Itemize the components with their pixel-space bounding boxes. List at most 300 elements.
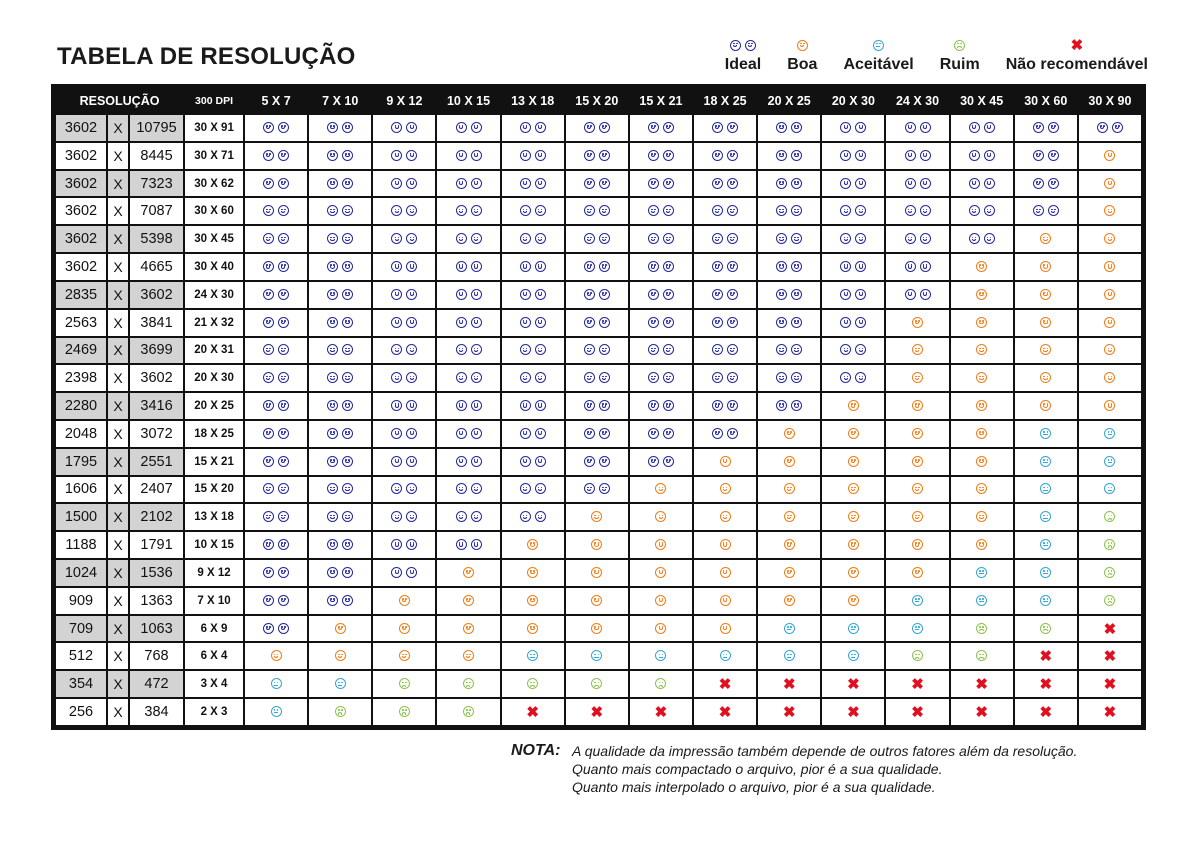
- rating-cell: [309, 365, 371, 391]
- rating-cell: [951, 532, 1013, 558]
- max-print-size: 30 X 60: [185, 198, 243, 224]
- smiley-face-icon: [584, 178, 595, 189]
- rating-cell: [309, 421, 371, 447]
- max-print-size: 24 X 30: [185, 282, 243, 308]
- rating-B: [1040, 344, 1051, 355]
- smiley-face-icon: [391, 178, 402, 189]
- rating-I: [520, 372, 546, 383]
- smiley-face-icon: [599, 400, 610, 411]
- rating-I: [712, 289, 738, 300]
- smiley-face-icon: [327, 595, 338, 606]
- smiley-face-icon: [727, 317, 738, 328]
- rating-cell: [822, 532, 884, 558]
- smiley-face-icon: [342, 289, 353, 300]
- max-print-size: 30 X 91: [185, 115, 243, 141]
- rating-cell: [245, 504, 307, 530]
- smiley-face-icon: [599, 233, 610, 244]
- rating-I: [905, 289, 931, 300]
- rating-I: [712, 400, 738, 411]
- smiley-face-icon: [327, 317, 338, 328]
- rating-A: [271, 706, 282, 717]
- header-print-size: 30 X 90: [1079, 89, 1141, 113]
- smiley-face-icon: [791, 178, 802, 189]
- rating-cell: [822, 115, 884, 141]
- rating-I: [584, 178, 610, 189]
- rating-cell: [566, 616, 628, 642]
- rating-cell: [502, 115, 564, 141]
- rating-cell: [886, 143, 948, 169]
- rating-B: [976, 317, 987, 328]
- smiley-face-icon: [1104, 289, 1115, 300]
- pixel-width: 3602: [56, 143, 106, 169]
- rating-I: [456, 428, 482, 439]
- header-print-size: 18 X 25: [694, 89, 756, 113]
- rating-cell: [309, 115, 371, 141]
- smiley-face-icon: [456, 428, 467, 439]
- smiley-face-icon: [278, 372, 289, 383]
- rating-cell: [630, 504, 692, 530]
- smiley-face-icon: [784, 428, 795, 439]
- smiley-face-icon: [263, 233, 274, 244]
- legend-label: Não recomendável: [1005, 56, 1148, 73]
- rating-I: [776, 344, 802, 355]
- smiley-face-icon: [912, 456, 923, 467]
- rating-R: [399, 706, 410, 717]
- rating-cell: [694, 282, 756, 308]
- smiley-face-icon: [535, 261, 546, 272]
- rating-cell: [502, 421, 564, 447]
- pixel-height: 3602: [130, 282, 183, 308]
- rating-cell: [566, 699, 628, 725]
- smiley-face-icon: [648, 456, 659, 467]
- rating-N: [783, 677, 796, 692]
- smiley-face-icon: [791, 289, 802, 300]
- rating-cell: [309, 254, 371, 280]
- dimension-separator: X: [108, 365, 128, 391]
- rating-cell: [566, 421, 628, 447]
- smiley-face-icon: [1040, 261, 1051, 272]
- smiley-face-icon: [327, 483, 338, 494]
- smiley-face-icon: [984, 205, 995, 216]
- rating-I: [391, 428, 417, 439]
- rating-I: [648, 178, 674, 189]
- rating-I: [456, 122, 482, 133]
- rating-cell: [502, 560, 564, 586]
- pixel-height: 3072: [130, 421, 183, 447]
- smiley-face-icon: [391, 456, 402, 467]
- pixel-width: 2563: [56, 310, 106, 336]
- rating-cell: [758, 226, 820, 252]
- smiley-face-icon: [655, 539, 666, 550]
- rating-B: [271, 650, 282, 661]
- smiley-face-icon: [599, 122, 610, 133]
- smiley-face-icon: [456, 233, 467, 244]
- pixel-width: 3602: [56, 198, 106, 224]
- smiley-face-icon: [406, 511, 417, 522]
- rating-A: [1040, 567, 1051, 578]
- rating-cell: [373, 477, 435, 503]
- rating-A: [784, 650, 795, 661]
- rating-cell: [951, 115, 1013, 141]
- header-resolucao: RESOLUÇÃO: [56, 89, 183, 113]
- smiley-face-icon: [342, 456, 353, 467]
- rating-I: [520, 511, 546, 522]
- smiley-face-icon: [342, 233, 353, 244]
- smiley-face-icon: [920, 178, 931, 189]
- x-mark-icon: ✖: [1039, 648, 1053, 666]
- rating-I: [456, 539, 482, 550]
- rating-cell: [758, 616, 820, 642]
- note-lines: [572, 742, 1077, 796]
- rating-I: [584, 372, 610, 383]
- smiley-face-icon: [855, 205, 866, 216]
- rating-B: [976, 261, 987, 272]
- rating-I: [391, 539, 417, 550]
- rating-I: [520, 344, 546, 355]
- rating-cell: [502, 616, 564, 642]
- rating-N: [1104, 705, 1117, 720]
- smiley-face-icon: [599, 483, 610, 494]
- smiley-face-icon: [776, 178, 787, 189]
- resolution-table-container: [51, 84, 1146, 730]
- rating-I: [327, 483, 353, 494]
- neutral-face-icon: [720, 650, 731, 661]
- rating-I: [969, 150, 995, 161]
- rating-cell: [886, 588, 948, 614]
- smiley-face-icon: [727, 344, 738, 355]
- rating-cell: [373, 421, 435, 447]
- rating-cell: [309, 532, 371, 558]
- rating-cell: [502, 338, 564, 364]
- smiley-face-icon: [271, 650, 282, 661]
- smiley-face-icon: [391, 372, 402, 383]
- neutral-face-icon: [912, 595, 923, 606]
- rating-cell: [373, 671, 435, 697]
- rating-cell: [1079, 616, 1141, 642]
- rating-I: [327, 233, 353, 244]
- rating-cell: [373, 560, 435, 586]
- rating-cell: [951, 616, 1013, 642]
- smiley-face-icon: [912, 344, 923, 355]
- rating-I: [648, 233, 674, 244]
- rating-cell: [630, 282, 692, 308]
- smiley-face-icon: [520, 261, 531, 272]
- smiley-face-icon: [327, 372, 338, 383]
- header-print-size: 15 X 20: [566, 89, 628, 113]
- rating-R: [954, 40, 965, 51]
- smiley-face-icon: [791, 372, 802, 383]
- rating-I: [776, 317, 802, 328]
- table-row: [56, 616, 1141, 642]
- rating-cell: [822, 282, 884, 308]
- rating-cell: [1079, 282, 1141, 308]
- max-print-size: 30 X 62: [185, 171, 243, 197]
- header-print-size: 20 X 25: [758, 89, 820, 113]
- smiley-face-icon: [591, 511, 602, 522]
- rating-I: [520, 150, 546, 161]
- rating-B: [655, 511, 666, 522]
- rating-A: [1104, 483, 1115, 494]
- smiley-face-icon: [599, 205, 610, 216]
- rating-cell: [886, 643, 948, 669]
- smiley-face-icon: [1104, 344, 1115, 355]
- smiley-face-icon: [342, 205, 353, 216]
- smiley-face-icon: [278, 400, 289, 411]
- x-mark-icon: ✖: [590, 704, 604, 722]
- smiley-face-icon: [520, 344, 531, 355]
- rating-N: [719, 677, 732, 692]
- smiley-face-icon: [776, 344, 787, 355]
- legend-icon: [873, 36, 884, 54]
- max-print-size: 15 X 20: [185, 477, 243, 503]
- rating-cell: [566, 393, 628, 419]
- legend-icon: [730, 36, 756, 54]
- smiley-face-icon: [840, 344, 851, 355]
- legend-item-A: [843, 36, 913, 74]
- rating-I: [327, 511, 353, 522]
- smiley-face-icon: [456, 511, 467, 522]
- rating-B: [976, 400, 987, 411]
- neutral-face-icon: [1104, 456, 1115, 467]
- rating-I: [1033, 205, 1059, 216]
- rating-A: [1104, 428, 1115, 439]
- smiley-face-icon: [663, 289, 674, 300]
- rating-I: [391, 178, 417, 189]
- rating-R: [655, 678, 666, 689]
- rating-N: [1040, 677, 1053, 692]
- note: [511, 741, 1078, 795]
- rating-cell: [1015, 254, 1077, 280]
- rating-cell: [566, 254, 628, 280]
- rating-I: [776, 205, 802, 216]
- rating-B: [720, 623, 731, 634]
- resolution-table: [54, 87, 1143, 727]
- rating-I: [456, 344, 482, 355]
- rating-cell: [694, 560, 756, 586]
- smiley-face-icon: [776, 400, 787, 411]
- rating-cell: [758, 338, 820, 364]
- rating-I: [712, 205, 738, 216]
- pixel-height: 1363: [130, 588, 183, 614]
- rating-cell: [1015, 643, 1077, 669]
- rating-cell: [630, 198, 692, 224]
- rating-I: [327, 344, 353, 355]
- rating-cell: [566, 282, 628, 308]
- frown-face-icon: [1104, 511, 1115, 522]
- smiley-face-icon: [456, 317, 467, 328]
- rating-I: [327, 261, 353, 272]
- smiley-face-icon: [327, 344, 338, 355]
- rating-B: [912, 456, 923, 467]
- rating-cell: [373, 393, 435, 419]
- rating-A: [271, 678, 282, 689]
- smiley-face-icon: [406, 122, 417, 133]
- rating-A: [655, 650, 666, 661]
- rating-cell: [566, 588, 628, 614]
- rating-I: [520, 317, 546, 328]
- smiley-face-icon: [784, 483, 795, 494]
- rating-cell: [886, 365, 948, 391]
- rating-cell: [309, 143, 371, 169]
- rating-I: [263, 400, 289, 411]
- smiley-face-icon: [840, 317, 851, 328]
- smiley-face-icon: [527, 623, 538, 634]
- smiley-face-icon: [584, 428, 595, 439]
- rating-cell: [309, 226, 371, 252]
- smiley-face-icon: [727, 428, 738, 439]
- table-row: [56, 421, 1141, 447]
- rating-cell: [373, 338, 435, 364]
- smiley-face-icon: [648, 400, 659, 411]
- smiley-face-icon: [969, 122, 980, 133]
- rating-R: [527, 678, 538, 689]
- smiley-face-icon: [712, 344, 723, 355]
- rating-cell: [630, 560, 692, 586]
- rating-I: [327, 372, 353, 383]
- rating-I: [840, 261, 866, 272]
- smiley-face-icon: [278, 456, 289, 467]
- rating-I: [584, 261, 610, 272]
- rating-cell: [1015, 143, 1077, 169]
- legend-label: Aceitável: [843, 56, 914, 73]
- legend-item-N: [1006, 36, 1148, 74]
- rating-I: [391, 289, 417, 300]
- rating-A: [1040, 539, 1051, 550]
- rating-cell: [1079, 699, 1141, 725]
- rating-cell: [309, 449, 371, 475]
- smiley-face-icon: [648, 233, 659, 244]
- max-print-size: 2 X 3: [185, 699, 243, 725]
- rating-cell: [951, 254, 1013, 280]
- smiley-face-icon: [342, 150, 353, 161]
- smiley-face-icon: [655, 623, 666, 634]
- pixel-height: 5398: [130, 226, 183, 252]
- smiley-face-icon: [648, 122, 659, 133]
- rating-cell: [1079, 560, 1141, 586]
- rating-cell: [694, 338, 756, 364]
- rating-cell: [373, 115, 435, 141]
- rating-I: [840, 122, 866, 133]
- neutral-face-icon: [591, 650, 602, 661]
- rating-B: [1104, 289, 1115, 300]
- rating-B: [1104, 372, 1115, 383]
- rating-cell: [951, 393, 1013, 419]
- pixel-width: 2048: [56, 421, 106, 447]
- smiley-face-icon: [599, 261, 610, 272]
- smiley-face-icon: [584, 344, 595, 355]
- rating-B: [1104, 261, 1115, 272]
- frown-face-icon: [655, 678, 666, 689]
- rating-I: [263, 539, 289, 550]
- rating-I: [520, 456, 546, 467]
- smiley-face-icon: [840, 178, 851, 189]
- neutral-face-icon: [784, 650, 795, 661]
- rating-B: [976, 456, 987, 467]
- rating-cell: [758, 671, 820, 697]
- rating-cell: [758, 254, 820, 280]
- neutral-face-icon: [912, 623, 923, 634]
- smiley-face-icon: [263, 567, 274, 578]
- smiley-face-icon: [406, 428, 417, 439]
- x-mark-icon: ✖: [718, 676, 732, 694]
- rating-cell: [822, 254, 884, 280]
- rating-B: [1040, 233, 1051, 244]
- pixel-width: 3602: [56, 115, 106, 141]
- smiley-face-icon: [391, 150, 402, 161]
- rating-B: [1040, 261, 1051, 272]
- pixel-height: 2102: [130, 504, 183, 530]
- smiley-face-icon: [1040, 233, 1051, 244]
- rating-cell: [630, 338, 692, 364]
- table-row: [56, 671, 1141, 697]
- rating-I: [584, 289, 610, 300]
- rating-cell: [758, 198, 820, 224]
- rating-B: [527, 539, 538, 550]
- rating-I: [391, 344, 417, 355]
- smiley-face-icon: [1104, 317, 1115, 328]
- pixel-height: 1791: [130, 532, 183, 558]
- smiley-face-icon: [456, 539, 467, 550]
- rating-B: [848, 595, 859, 606]
- smiley-face-icon: [840, 205, 851, 216]
- rating-B: [784, 483, 795, 494]
- rating-cell: [437, 365, 499, 391]
- neutral-face-icon: [976, 567, 987, 578]
- smiley-face-icon: [720, 483, 731, 494]
- smiley-face-icon: [663, 205, 674, 216]
- rating-cell: [245, 532, 307, 558]
- rating-I: [456, 511, 482, 522]
- rating-I: [263, 511, 289, 522]
- pixel-height: 1063: [130, 616, 183, 642]
- max-print-size: 30 X 40: [185, 254, 243, 280]
- rating-I: [840, 344, 866, 355]
- rating-I: [648, 317, 674, 328]
- rating-cell: [1015, 115, 1077, 141]
- rating-cell: [437, 198, 499, 224]
- rating-B: [399, 623, 410, 634]
- rating-cell: [1079, 449, 1141, 475]
- table-row: [56, 504, 1141, 530]
- pixel-width: 256: [56, 699, 106, 725]
- rating-cell: [1015, 338, 1077, 364]
- legend-item-I: [725, 36, 761, 74]
- smiley-face-icon: [263, 261, 274, 272]
- smiley-face-icon: [406, 456, 417, 467]
- rating-A: [912, 595, 923, 606]
- smiley-face-icon: [520, 205, 531, 216]
- dimension-separator: X: [108, 477, 128, 503]
- rating-cell: [437, 560, 499, 586]
- smiley-face-icon: [712, 178, 723, 189]
- rating-I: [648, 344, 674, 355]
- rating-cell: [1015, 504, 1077, 530]
- smiley-face-icon: [535, 289, 546, 300]
- rating-I: [456, 289, 482, 300]
- rating-cell: [1015, 477, 1077, 503]
- rating-A: [1040, 456, 1051, 467]
- rating-B: [463, 595, 474, 606]
- rating-cell: [822, 477, 884, 503]
- rating-B: [527, 567, 538, 578]
- rating-cell: [1015, 616, 1077, 642]
- rating-A: [1040, 595, 1051, 606]
- rating-N: [526, 705, 539, 720]
- rating-I: [391, 456, 417, 467]
- table-row: [56, 226, 1141, 252]
- smiley-face-icon: [969, 178, 980, 189]
- dimension-separator: X: [108, 143, 128, 169]
